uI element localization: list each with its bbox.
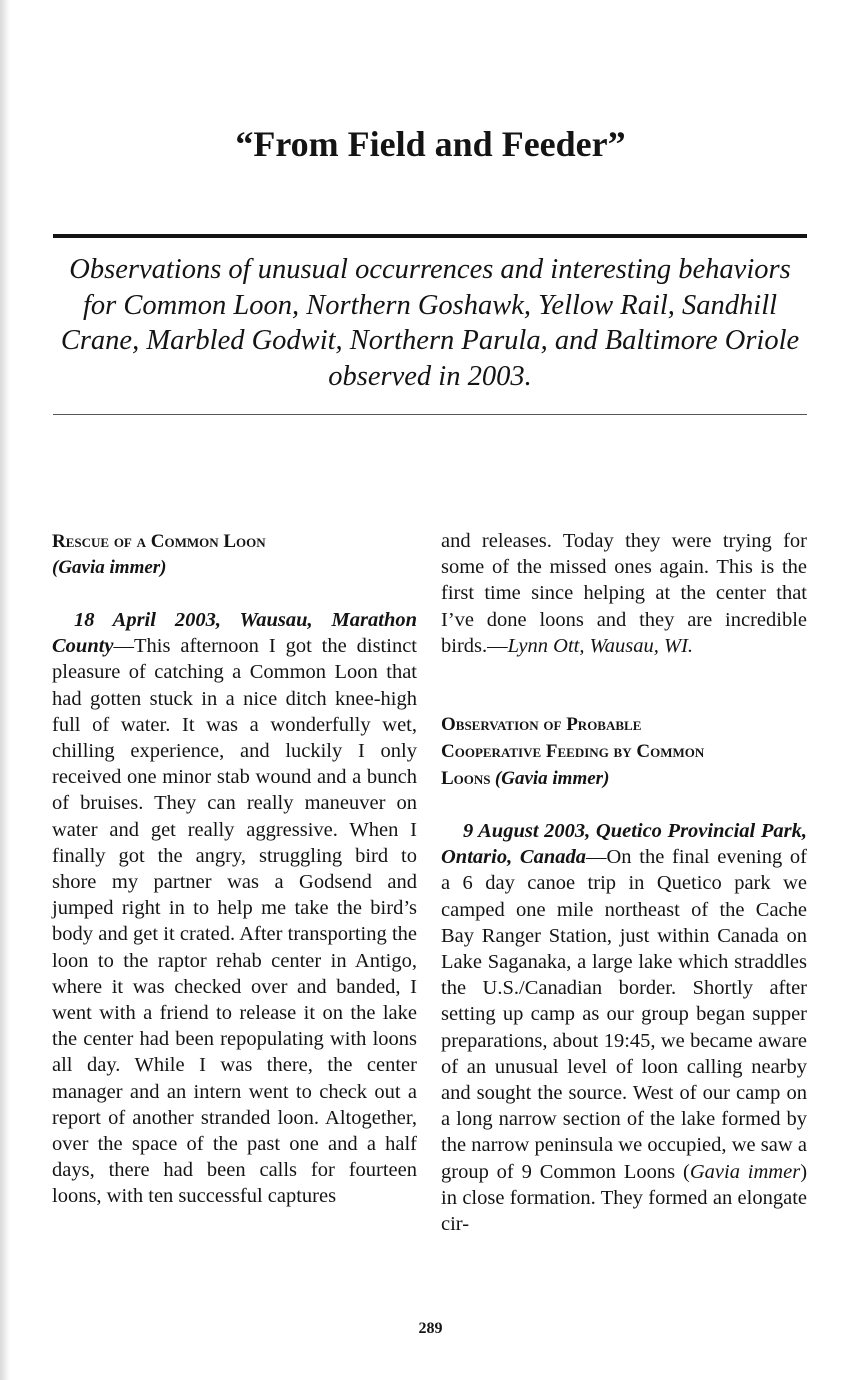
article2-heading-species: (Gavia immer) xyxy=(494,768,610,790)
article1-body-continued: and releases. Today they were trying for some of the missed ones again. This is the first time since helping at the center that I’ve done loons and they are incredible birds.—Lynn Ott, Wausau, WI. xyxy=(441,530,807,657)
subtitle-rule-thin xyxy=(53,414,807,415)
article2-heading: Observation of Probable Cooperative Feeding by Common Loons (Gavia immer) xyxy=(441,714,705,790)
article1-heading: Rescue of a Common Loon xyxy=(52,531,266,552)
article1-heading-species: (Gavia immer) xyxy=(52,557,167,578)
article1-body: 18 April 2003, Wausau, Marathon County—This afternoon I got the distinct pleasure of catching a Common Loon that had gotten stuck in a nice ditch knee-high full of water. It was a wonderfully wet, chilling experience, and luckily I only received one minor stab wound and a bunch of bruises. They can really maneuver on water and get really aggressive. When I finally got the angry, struggling bird to shore my partner was a Godsend and jumped right in to help me take the bird’s body and get it crated. After transporting the loon to the raptor rehab center in Antigo, where it was checked over and banded, I went with a friend to release it on the lake the center had been repopulating with loons all day. While I was there, the center manager and an intern went to check out a report of another stranded loon. Altogether, over the space of the past one and a half days, there had been calls for fourteen loons, with ten successful captures xyxy=(52,609,417,1208)
article1-dateline: 18 April 2003, Wausau, Marathon County xyxy=(52,609,417,658)
page-number: 289 xyxy=(418,1320,443,1337)
page-title: “From Field and Feeder” xyxy=(235,124,626,164)
right-column xyxy=(441,528,807,1237)
page-subtitle: Observations of unusual occurrences and interesting behaviors for Common Loon, Northern Goshawk, Yellow Rail, Sandhill Crane, Marbled Godwit, Northern Parula, and Baltimore Oriole observed in 2003. xyxy=(60,254,800,392)
article2-body: 9 August 2003, Quetico Provincial Park, Ontario, Canada—On the final evening of a 6 day canoe trip in Quetico park we camped one mile northeast of the Cache Bay Ranger Station, just within Canada on Lake Saganaka, a large lake which straddles the U.S./Canadian border. Shortly after setting up camp as our group began supper preparations, about 19:45, we became aware of an unusual level of loon calling nearby and sought the source. West of our camp on a long narrow section of the lake formed by the narrow peninsula we occupied, we saw a group of 9 Common Loons (Gavia immer) in close formation. They formed an elongate cir- xyxy=(441,820,808,1236)
title-rule-thick xyxy=(53,234,807,238)
page-edge-shadow xyxy=(0,0,10,1380)
article1-signature: Lynn Ott, Wausau, WI. xyxy=(507,634,694,657)
left-column xyxy=(52,528,417,1210)
article2-dateline: 9 August 2003, Quetico Provincial Park, Ontario, Canada xyxy=(441,820,807,869)
